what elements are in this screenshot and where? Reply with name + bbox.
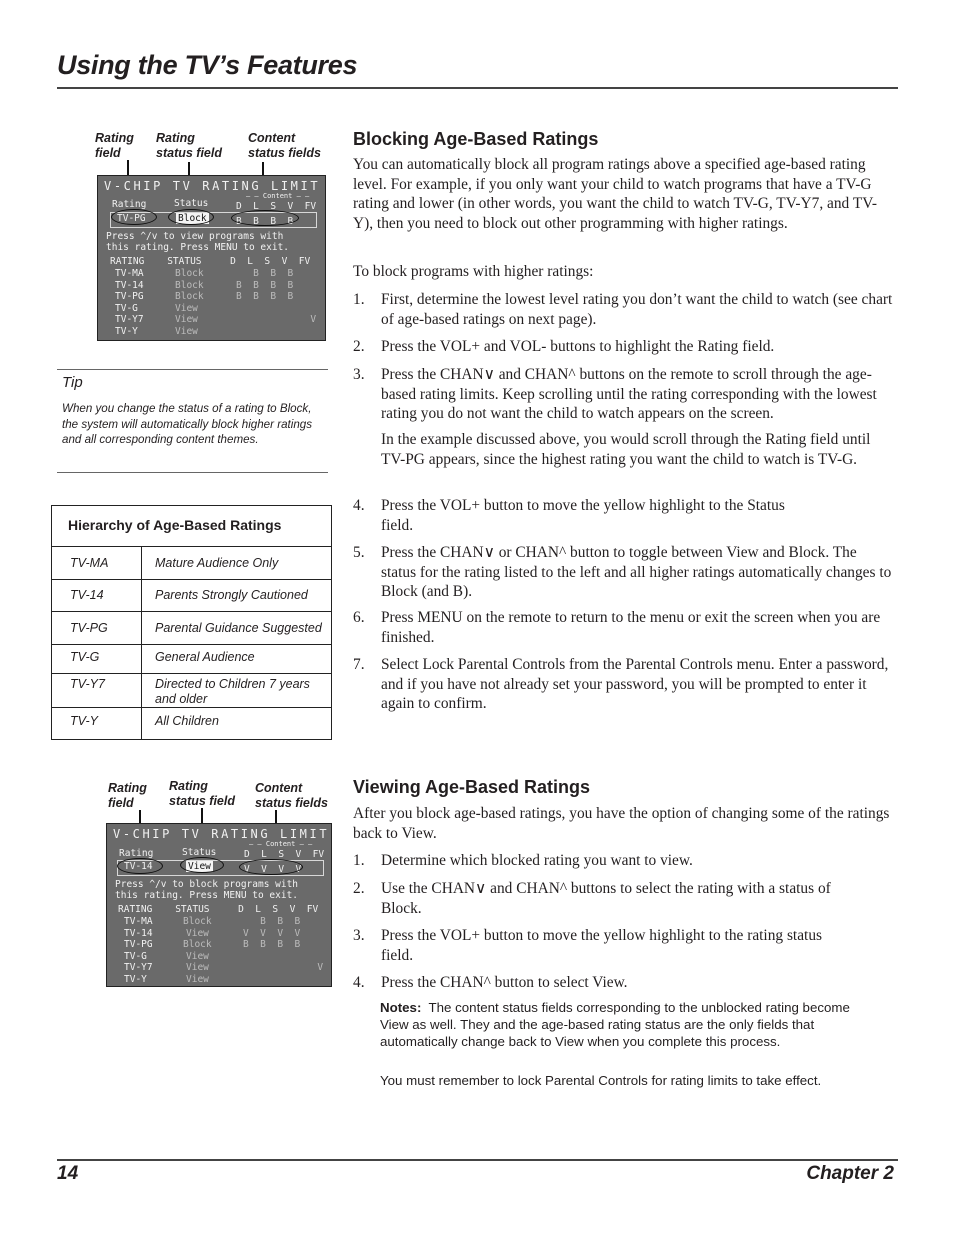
osd-col-status: Status [182,847,217,858]
osd-row: TV-Y7 View V [124,962,324,973]
tip-bottom-rule [57,472,328,473]
osd-row: TV-14 View V V V V [124,927,301,939]
table-row: TV-MA Mature Audience Only [52,546,331,579]
osd-help-text: Press ^/v to block programs with this rating. Press MENU to exit. [115,879,299,901]
footer-rule [57,1159,898,1161]
osd-sel-status: Block [178,213,207,224]
callout-rating-status-field: Rating status field [156,131,222,160]
osd-title: V-CHIP TV RATING LIMIT [113,827,330,841]
viewing-note-2: You must remember to lock Parental Controls for rating limits to take effect. [380,1073,822,1088]
osd-col-rating: Rating [112,199,147,210]
callout-content-status-fields: Content status fields [255,781,328,810]
osd-sel-content: B B B B [236,216,294,227]
page-title: Using the TV’s Features [57,50,358,80]
tip-label: Tip [62,374,83,391]
vchip-screen-view [106,823,332,987]
osd-col-rating: Rating [119,848,154,859]
osd-content-header: – – Content – – [246,192,310,200]
osd-cols: D L S V FV [236,201,317,212]
osd-row: TV-Y View [124,973,209,985]
osd-help-text: Press ^/v to view programs with this rating. Press MENU to exit. [106,231,290,253]
viewing-intro: After you block age-based ratings, you have the option of changing some of the ratings back to View. [353,805,890,842]
blocking-intro: You can automatically block all program ratings above a specified age-based rating level. For example, if you only want your child to watch programs that have a TV-G rating and lower (in other words, you want the child to watch TV-G, TV-Y7, and TV-Y), then you need to block out other programming with higher ratings. [353,156,878,232]
osd-row: TV-14 Block B B B B [115,279,294,291]
callout-rating-status-field: Rating status field [169,779,235,808]
osd-sel-rating: TV-PG [117,213,146,224]
osd-row: TV-Y7 View V [115,314,317,325]
osd-row: TV-Y View [115,325,198,337]
chapter-label: Chapter 2 [806,1163,894,1184]
blocking-heading: Blocking Age-Based Ratings [353,129,599,149]
table-row: TV-14 Parents Strongly Cautioned [52,579,331,611]
osd-list [124,916,324,985]
viewing-note-1: Notes: The content status fields corresponding to the unblocked rating become View as well. They and the age-based rating status are the only fields that automatically change back to View when you complete this process. [380,1000,850,1049]
osd-col-status: Status [174,198,209,209]
hierarchy-title: Hierarchy of Age-Based Ratings [68,517,282,533]
callout-content-status-fields: Content status fields [248,131,321,160]
table-row: TV-PG Parental Guidance Suggested [52,611,331,644]
status-field-oval [168,209,214,225]
osd-row: TV-MA Block B B B [115,268,294,279]
osd-list-header: RATING STATUS D L S V FV [110,256,311,267]
title-rule [57,87,898,89]
status-field-oval [180,857,224,873]
osd-row: TV-MA Block B B B [124,916,301,927]
osd-sel-status: View [188,861,211,872]
tip-text: When you change the status of a rating to Block, the system will automatically block higher ratings and all corresponding content themes. [62,402,313,446]
page-number: 14 [57,1163,79,1184]
rating-field-oval [117,858,163,874]
osd-title: V-CHIP TV RATING LIMIT [104,179,321,193]
osd-list [115,268,317,337]
osd-row: TV-PG Block B B B B [115,291,294,302]
blocking-lead: To block programs with higher ratings: [353,263,594,280]
viewing-heading: Viewing Age-Based Ratings [353,777,591,797]
callout-rating-field: Rating field [108,781,147,810]
content-field-oval [239,859,303,875]
rating-field-oval [111,209,157,225]
osd-list-header: RATING STATUS D L S V FV [118,904,319,915]
vchip-screen-block [97,175,326,341]
tip-top-rule [57,369,328,370]
table-row: TV-Y7 Directed to Children 7 years and older [52,673,331,707]
osd-sel-rating: TV-14 [124,861,153,872]
callout-rating-field: Rating field [95,131,134,160]
osd-row: TV-PG Block B B B B [124,939,301,950]
osd-cols: D L S V FV [244,849,325,860]
osd-content-header: – – Content – – [249,840,313,848]
osd-sel-content: V V V V [244,864,302,875]
table-row: TV-Y All Children [52,707,331,740]
content-field-oval [231,210,299,226]
table-row: TV-G General Audience [52,644,331,673]
hierarchy-table [51,505,332,740]
osd-row: TV-G View [124,950,209,962]
osd-row: TV-G View [115,302,198,314]
